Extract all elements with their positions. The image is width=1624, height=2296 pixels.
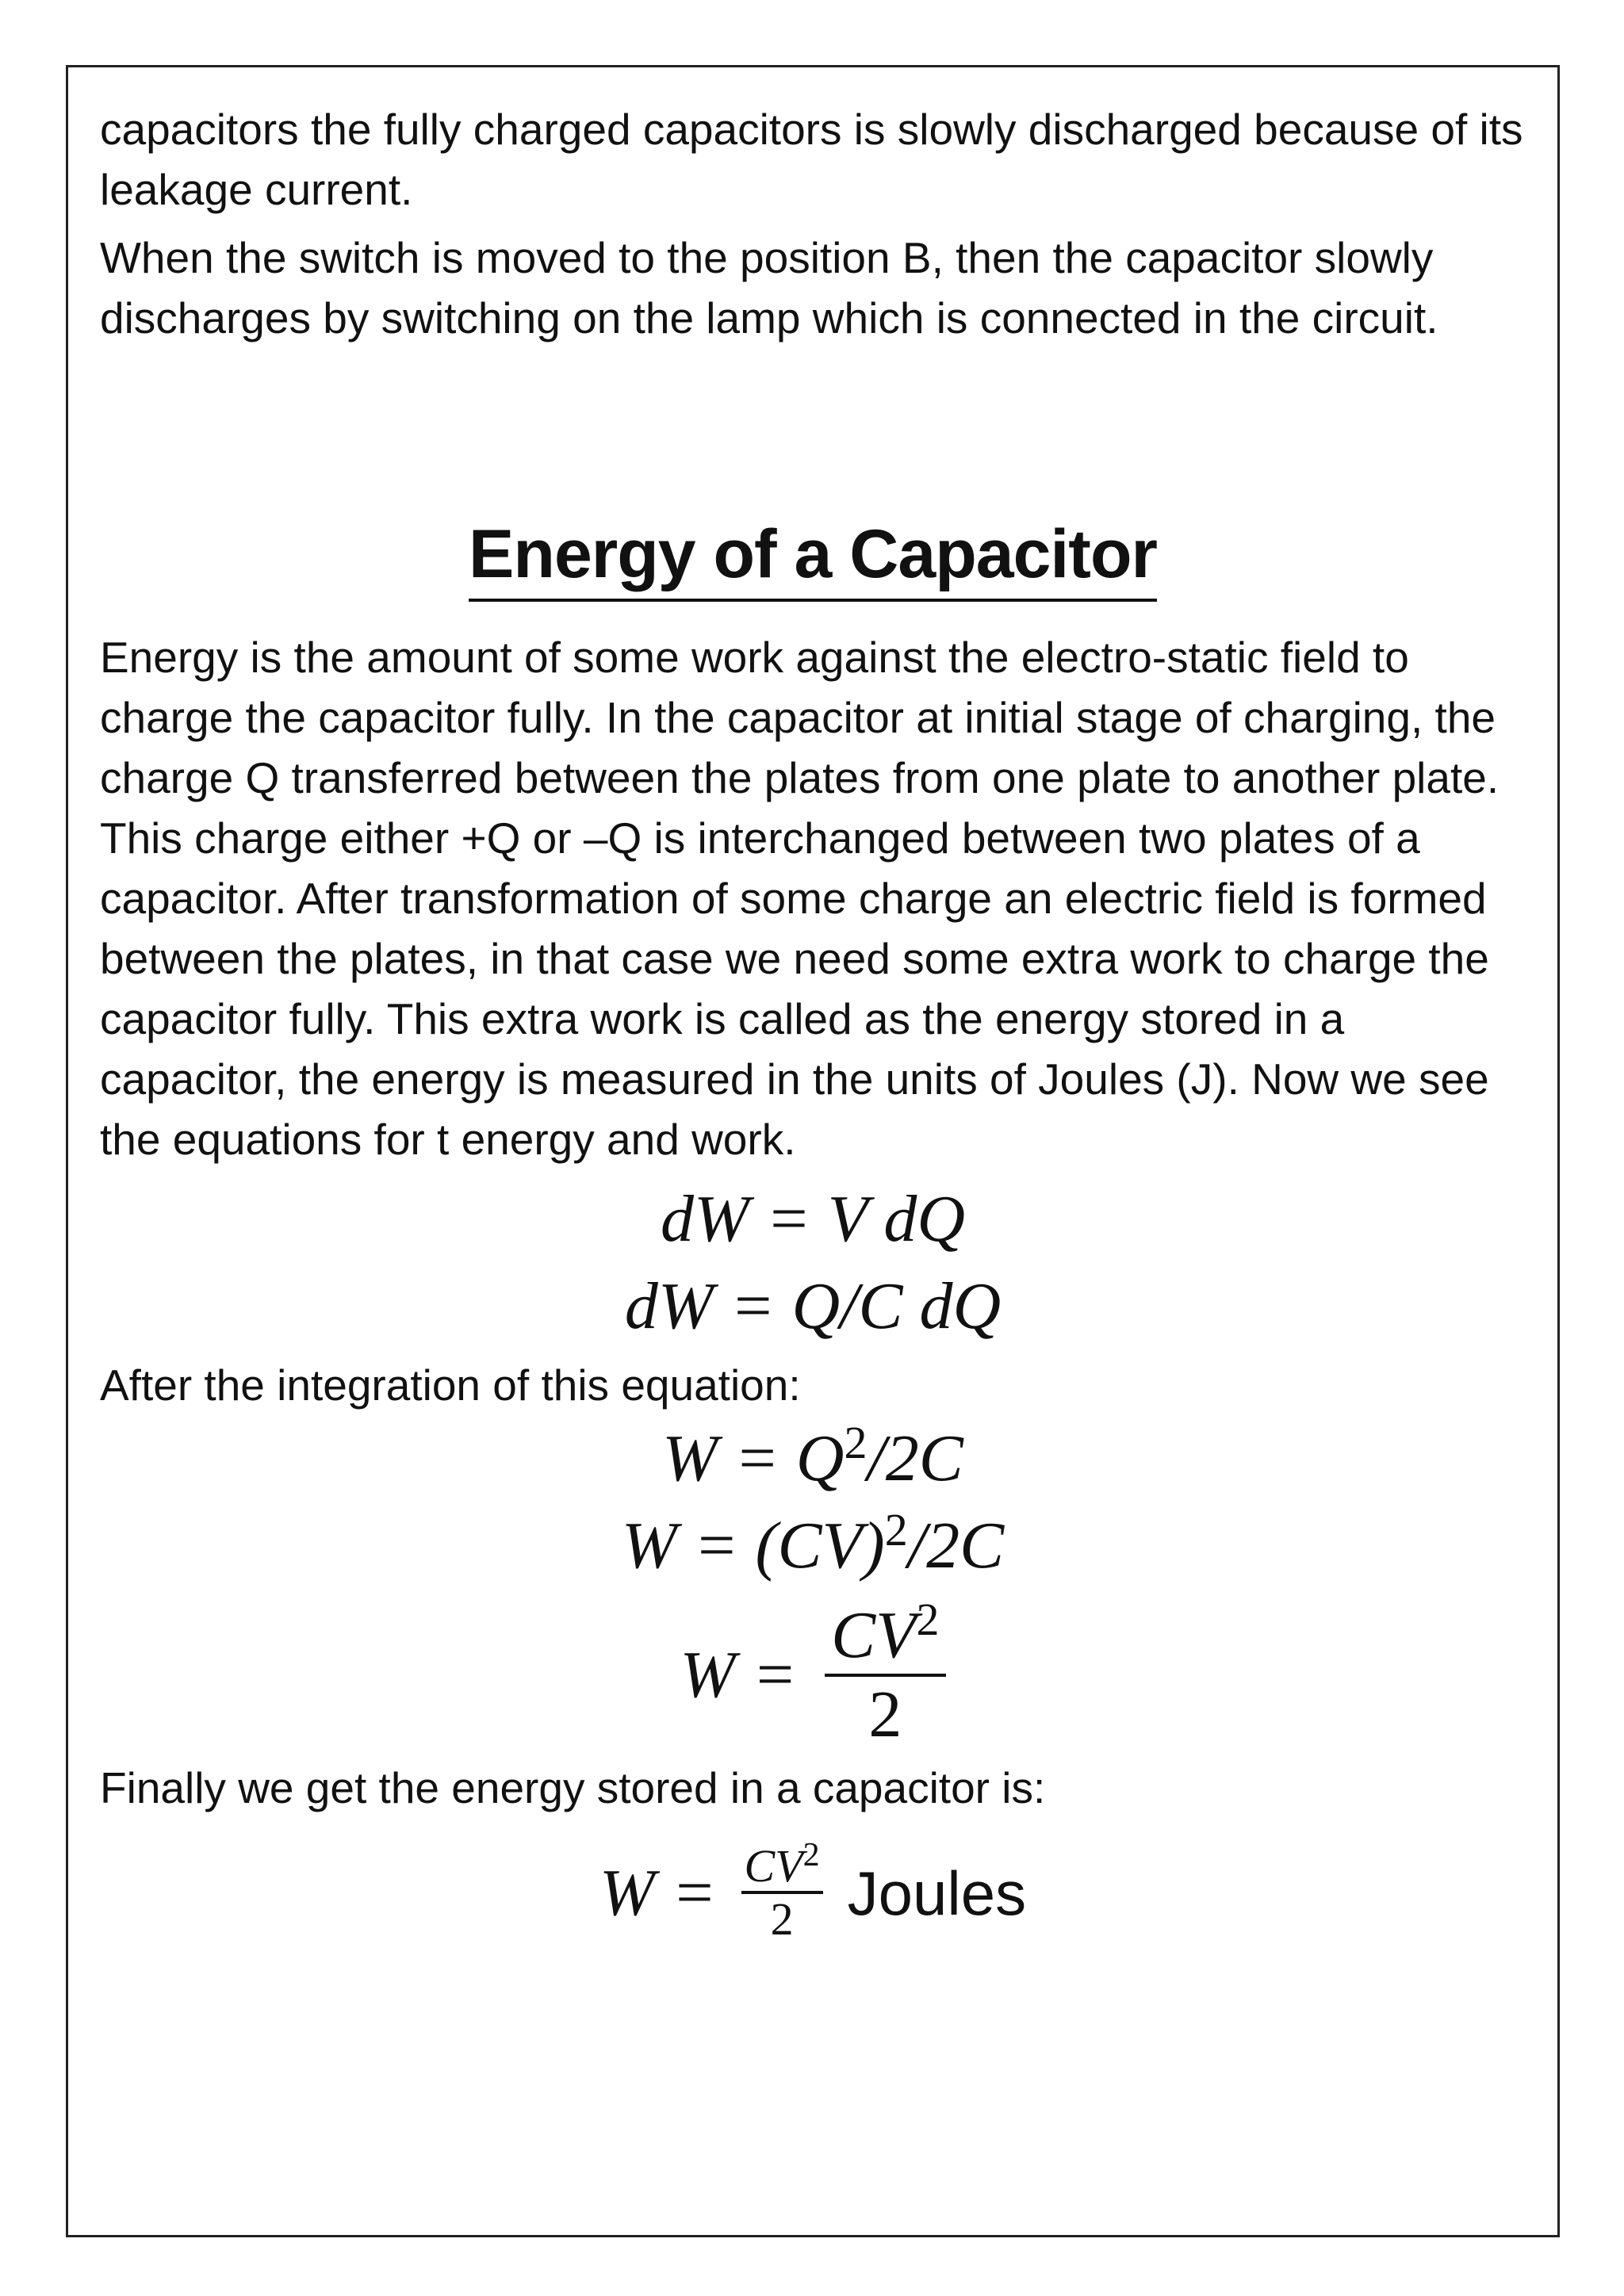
equation-w-fraction-frac [825,1594,945,1753]
equation-w-fraction [100,1594,1526,1753]
equation-w-q-squared-rhs: /2C [867,1422,963,1495]
equation-w-q-squared-exponent: 2 [844,1417,868,1468]
equation-dw-v-dq: dW = V dQ [660,1182,966,1256]
equation-dw-q-over-c-dq: dW = Q/C dQ [624,1269,1002,1343]
equation-w-fraction-lhs: W = [680,1638,798,1712]
paragraph-leakage: capacitors the fully charged capacitors is slowly discharged because of its leakage current. [100,105,1523,214]
fraction-numerator [825,1594,945,1674]
equation-w-cv-squared-rhs: /2C [907,1509,1005,1582]
paragraph-switch-position: When the switch is moved to the position B, then the capacitor slowly discharges by switching on the lamp which is connected in the circuit. [100,233,1438,342]
equation-w-q-squared-lhs: W = Q [662,1422,845,1495]
fraction-numerator-exponent: 2 [916,1594,940,1645]
paragraph-finally: Finally we get the energy stored in a capacitor is: [100,1763,1046,1812]
equation-final-lhs: W = [599,1856,717,1930]
section-heading-wrap [100,515,1526,602]
final-fraction-denominator: 2 [741,1891,823,1945]
fraction-numerator-base: CV [831,1598,917,1672]
final-fraction-numerator-exponent: 2 [802,1837,820,1873]
paragraph-energy-definition: Energy is the amount of some work against the electro-static field to charge the capacitor fully. In the capacitor at initial stage of charging, the charge Q transferred between the plates from one plate to another plate. This charge either +Q or –Q is interchanged between two plates of a capacitor. After transformation of some charge an electric field is formed between the plates, in that case we need some extra work to charge the capacitor fully. This extra work is called as the energy stored in a capacitor, the energy is measured in the units of Joules (J). Now we see the equations for t energy and work. [100,633,1500,1164]
equation-w-q-squared [100,1415,1526,1502]
section-heading: Energy of a Capacitor [469,515,1157,602]
equation-final-frac [741,1837,823,1945]
fraction-denominator: 2 [825,1674,945,1753]
equation-w-cv-squared [100,1502,1526,1590]
page-content [100,99,1526,1945]
equation-final-energy [100,1837,1526,1945]
final-fraction-numerator [741,1837,823,1892]
equation-w-cv-squared-exponent: 2 [884,1504,908,1556]
page-frame [66,65,1560,2237]
equation-w-cv-squared-lhs: W = (CV) [621,1509,885,1582]
final-fraction-numerator-base: CV [744,1840,803,1892]
paragraph-after-integration: After the integration of this equation: [100,1360,801,1410]
equation-final-unit: Joules [847,1858,1027,1928]
